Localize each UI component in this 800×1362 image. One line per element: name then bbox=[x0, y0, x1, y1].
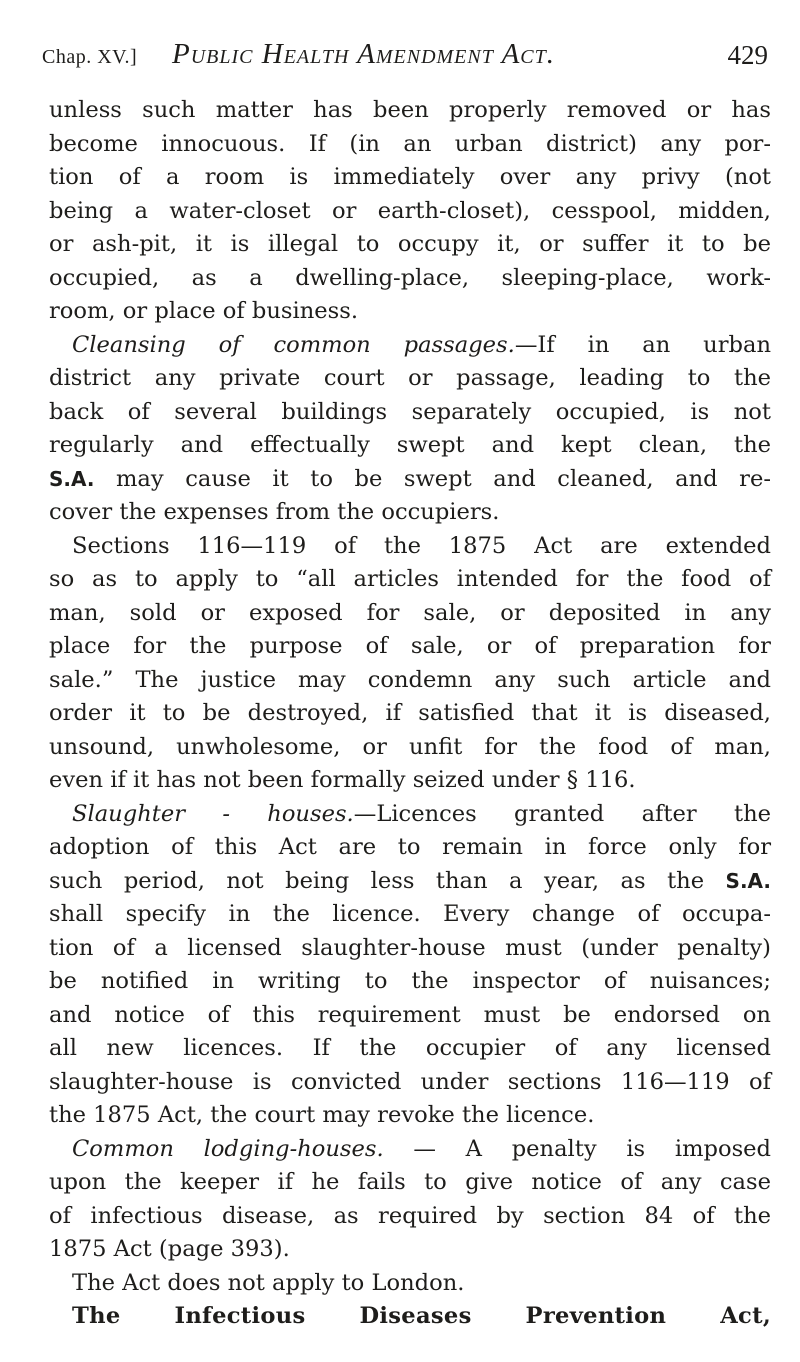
text-line: so as to apply to “all articles intended for the food of bbox=[49, 566, 771, 592]
text-line: tion of a room is immediately over any privy (not bbox=[49, 164, 771, 190]
text-line: become innocuous. If (in an urban district) any por- bbox=[49, 130, 771, 157]
text-run: may cause it to be swept and cleaned, and re- bbox=[94, 465, 771, 492]
text-line: back of several buildings separately occupied, is not bbox=[49, 398, 771, 425]
text-line: shall specify in the licence. Every change of occupa- bbox=[49, 901, 771, 927]
text-line: even if it has not been formally seized under § 116. bbox=[49, 767, 636, 793]
text-line: sale.” The justice may condemn any such article and bbox=[49, 666, 771, 693]
section-heading-line bbox=[49, 1133, 771, 1167]
text-line: cover the expenses from the occupiers. bbox=[49, 499, 500, 525]
text-line: Sections 116—119 of the 1875 Act are extended bbox=[72, 532, 771, 559]
text-line: room, or place of business. bbox=[49, 298, 359, 324]
act-heading: The Infectious Diseases Prevention Act, bbox=[72, 1303, 771, 1329]
text-line: all new licences. If the occupier of any licensed bbox=[49, 1035, 771, 1061]
text-line: and notice of this requirement must be endorsed on bbox=[49, 1001, 771, 1028]
sanitary-authority-abbrev: S.A. bbox=[49, 466, 95, 491]
text-line: unless such matter has been properly removed or has bbox=[49, 97, 771, 123]
chapter-reference: Chap. XV.] bbox=[42, 46, 138, 68]
text-line: of infectious disease, as required by section 84 of the bbox=[49, 1202, 771, 1229]
body-text bbox=[49, 94, 771, 1334]
text-run: — A penalty is imposed bbox=[383, 1135, 772, 1162]
text-line: occupied, as a dwelling-place, sleeping-place, work- bbox=[49, 264, 771, 291]
running-head bbox=[42, 38, 768, 78]
text-line: upon the keeper if he fails to give notice of any case bbox=[49, 1169, 771, 1195]
text-line bbox=[49, 865, 771, 899]
section-heading-line bbox=[49, 798, 771, 832]
text-line: slaughter-house is convicted under sections 116—119 of bbox=[49, 1068, 771, 1095]
text-run: —Licences granted after the bbox=[353, 800, 771, 827]
section-heading-cleansing: Cleansing of common passages. bbox=[72, 331, 515, 358]
page-number: 429 bbox=[727, 40, 768, 70]
sanitary-authority-abbrev: S.A. bbox=[725, 868, 771, 893]
running-title: Public Health Amendment Act. bbox=[172, 38, 556, 70]
text-line: unsound, unwholesome, or unfit for the food of man, bbox=[49, 733, 771, 760]
text-line: man, sold or exposed for sale, or deposited in any bbox=[49, 599, 771, 626]
text-run: such period, not being less than a year, as the bbox=[49, 867, 726, 894]
section-heading-line bbox=[49, 329, 771, 363]
text-line: the 1875 Act, the court may revoke the licence. bbox=[49, 1102, 595, 1128]
section-heading-slaughter-houses: Slaughter - houses. bbox=[72, 800, 354, 827]
text-line bbox=[49, 463, 771, 497]
text-line: or ash-pit, it is illegal to occupy it, or suffer it to be bbox=[49, 231, 771, 257]
section-heading-lodging-houses: Common lodging-houses. bbox=[72, 1135, 384, 1162]
text-line: being a water-closet or earth-closet), cesspool, midden, bbox=[49, 197, 771, 224]
text-line: The Act does not apply to London. bbox=[72, 1269, 465, 1296]
text-line: tion of a licensed slaughter-house must (under penalty) bbox=[49, 934, 771, 961]
text-line: 1875 Act (page 393). bbox=[49, 1236, 290, 1262]
text-line: regularly and effectually swept and kept clean, the bbox=[49, 432, 771, 458]
text-run: —If in an urban bbox=[514, 331, 771, 358]
text-line: order it to be destroyed, if satisfied that it is diseased, bbox=[49, 700, 771, 726]
text-line: be notified in writing to the inspector of nuisances; bbox=[49, 968, 771, 994]
text-line: place for the purpose of sale, or of preparation for bbox=[49, 633, 771, 659]
text-line: adoption of this Act are to remain in force only for bbox=[49, 834, 771, 860]
text-line: district any private court or passage, leading to the bbox=[49, 365, 771, 391]
